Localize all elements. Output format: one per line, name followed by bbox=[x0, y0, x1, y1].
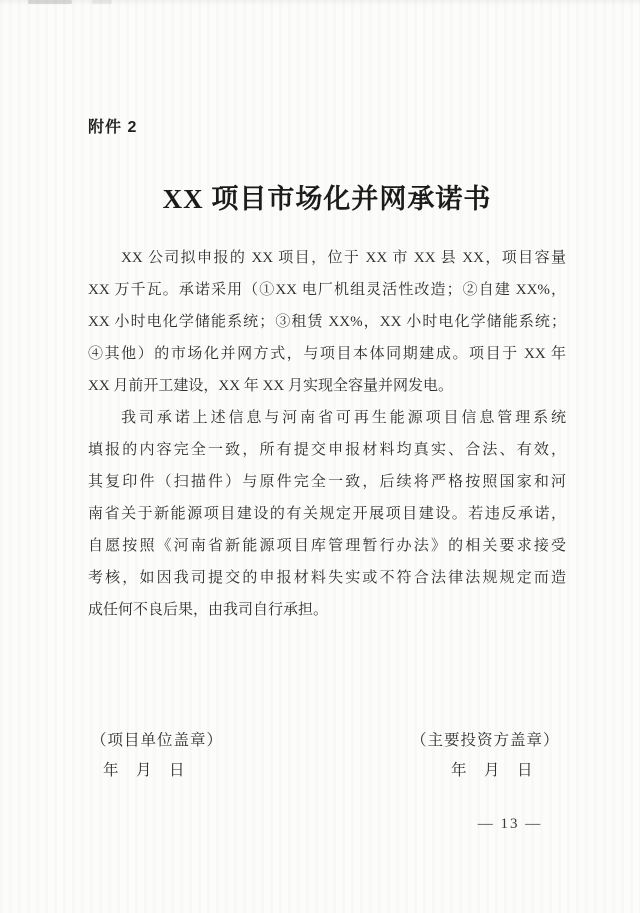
body-line: XX 公司拟申报的 XX 项目，位于 XX 市 XX 县 XX，项目容量 bbox=[121, 250, 566, 266]
body-line: 其复印件（扫描件）与原件完全一致，后续将严格按照国家和河 bbox=[88, 474, 566, 490]
body-line: 成任何不良后果，由我司自行承担。 bbox=[88, 602, 329, 618]
seal-label-project-unit: （项目单位盖章） bbox=[91, 732, 224, 749]
document-title: XX 项目市场化并网承诺书 bbox=[162, 184, 492, 214]
scan-artifact bbox=[92, 0, 112, 4]
date-line-main-investor: 年 月 日 bbox=[451, 762, 534, 779]
body-line: XX 月前开工建设，XX 年 XX 月实现全容量并网发电。 bbox=[88, 378, 453, 394]
body-line: 填报的内容完全一致，所有提交申报材料均真实、合法、有效， bbox=[88, 442, 566, 458]
date-line-project-unit: 年 月 日 bbox=[103, 762, 186, 779]
page-number: — 13 — bbox=[477, 816, 543, 832]
body-line: XX 小时电化学储能系统；③租赁 XX%，XX 小时电化学储能系统； bbox=[88, 314, 566, 330]
body-line: ④其他）的市场化并网方式，与项目本体同期建成。项目于 XX 年 bbox=[88, 346, 566, 362]
commitment-paragraph-1 bbox=[88, 242, 566, 402]
signature-block-project-unit bbox=[91, 726, 223, 786]
seal-label-main-investor: （主要投资方盖章） bbox=[411, 732, 560, 749]
body-line: 南省关于新能源项目建设的有关规定开展项目建设。若违反承诺， bbox=[88, 506, 566, 522]
body-line: 考核，如因我司提交的申报材料失实或不符合法律法规规定而造 bbox=[88, 570, 566, 586]
signature-block-main-investor bbox=[411, 726, 560, 786]
commitment-paragraph-2 bbox=[88, 402, 566, 626]
scan-artifact bbox=[28, 0, 72, 4]
attachment-label: 附件 2 bbox=[88, 119, 138, 136]
body-line: 自愿按照《河南省新能源项目库管理暂行办法》的相关要求接受 bbox=[88, 538, 566, 554]
body-line: XX 万千瓦。承诺采用（①XX 电厂机组灵活性改造；②自建 XX%， bbox=[88, 282, 566, 298]
body-line: 我司承诺上述信息与河南省可再生能源项目信息管理系统 bbox=[121, 410, 566, 426]
